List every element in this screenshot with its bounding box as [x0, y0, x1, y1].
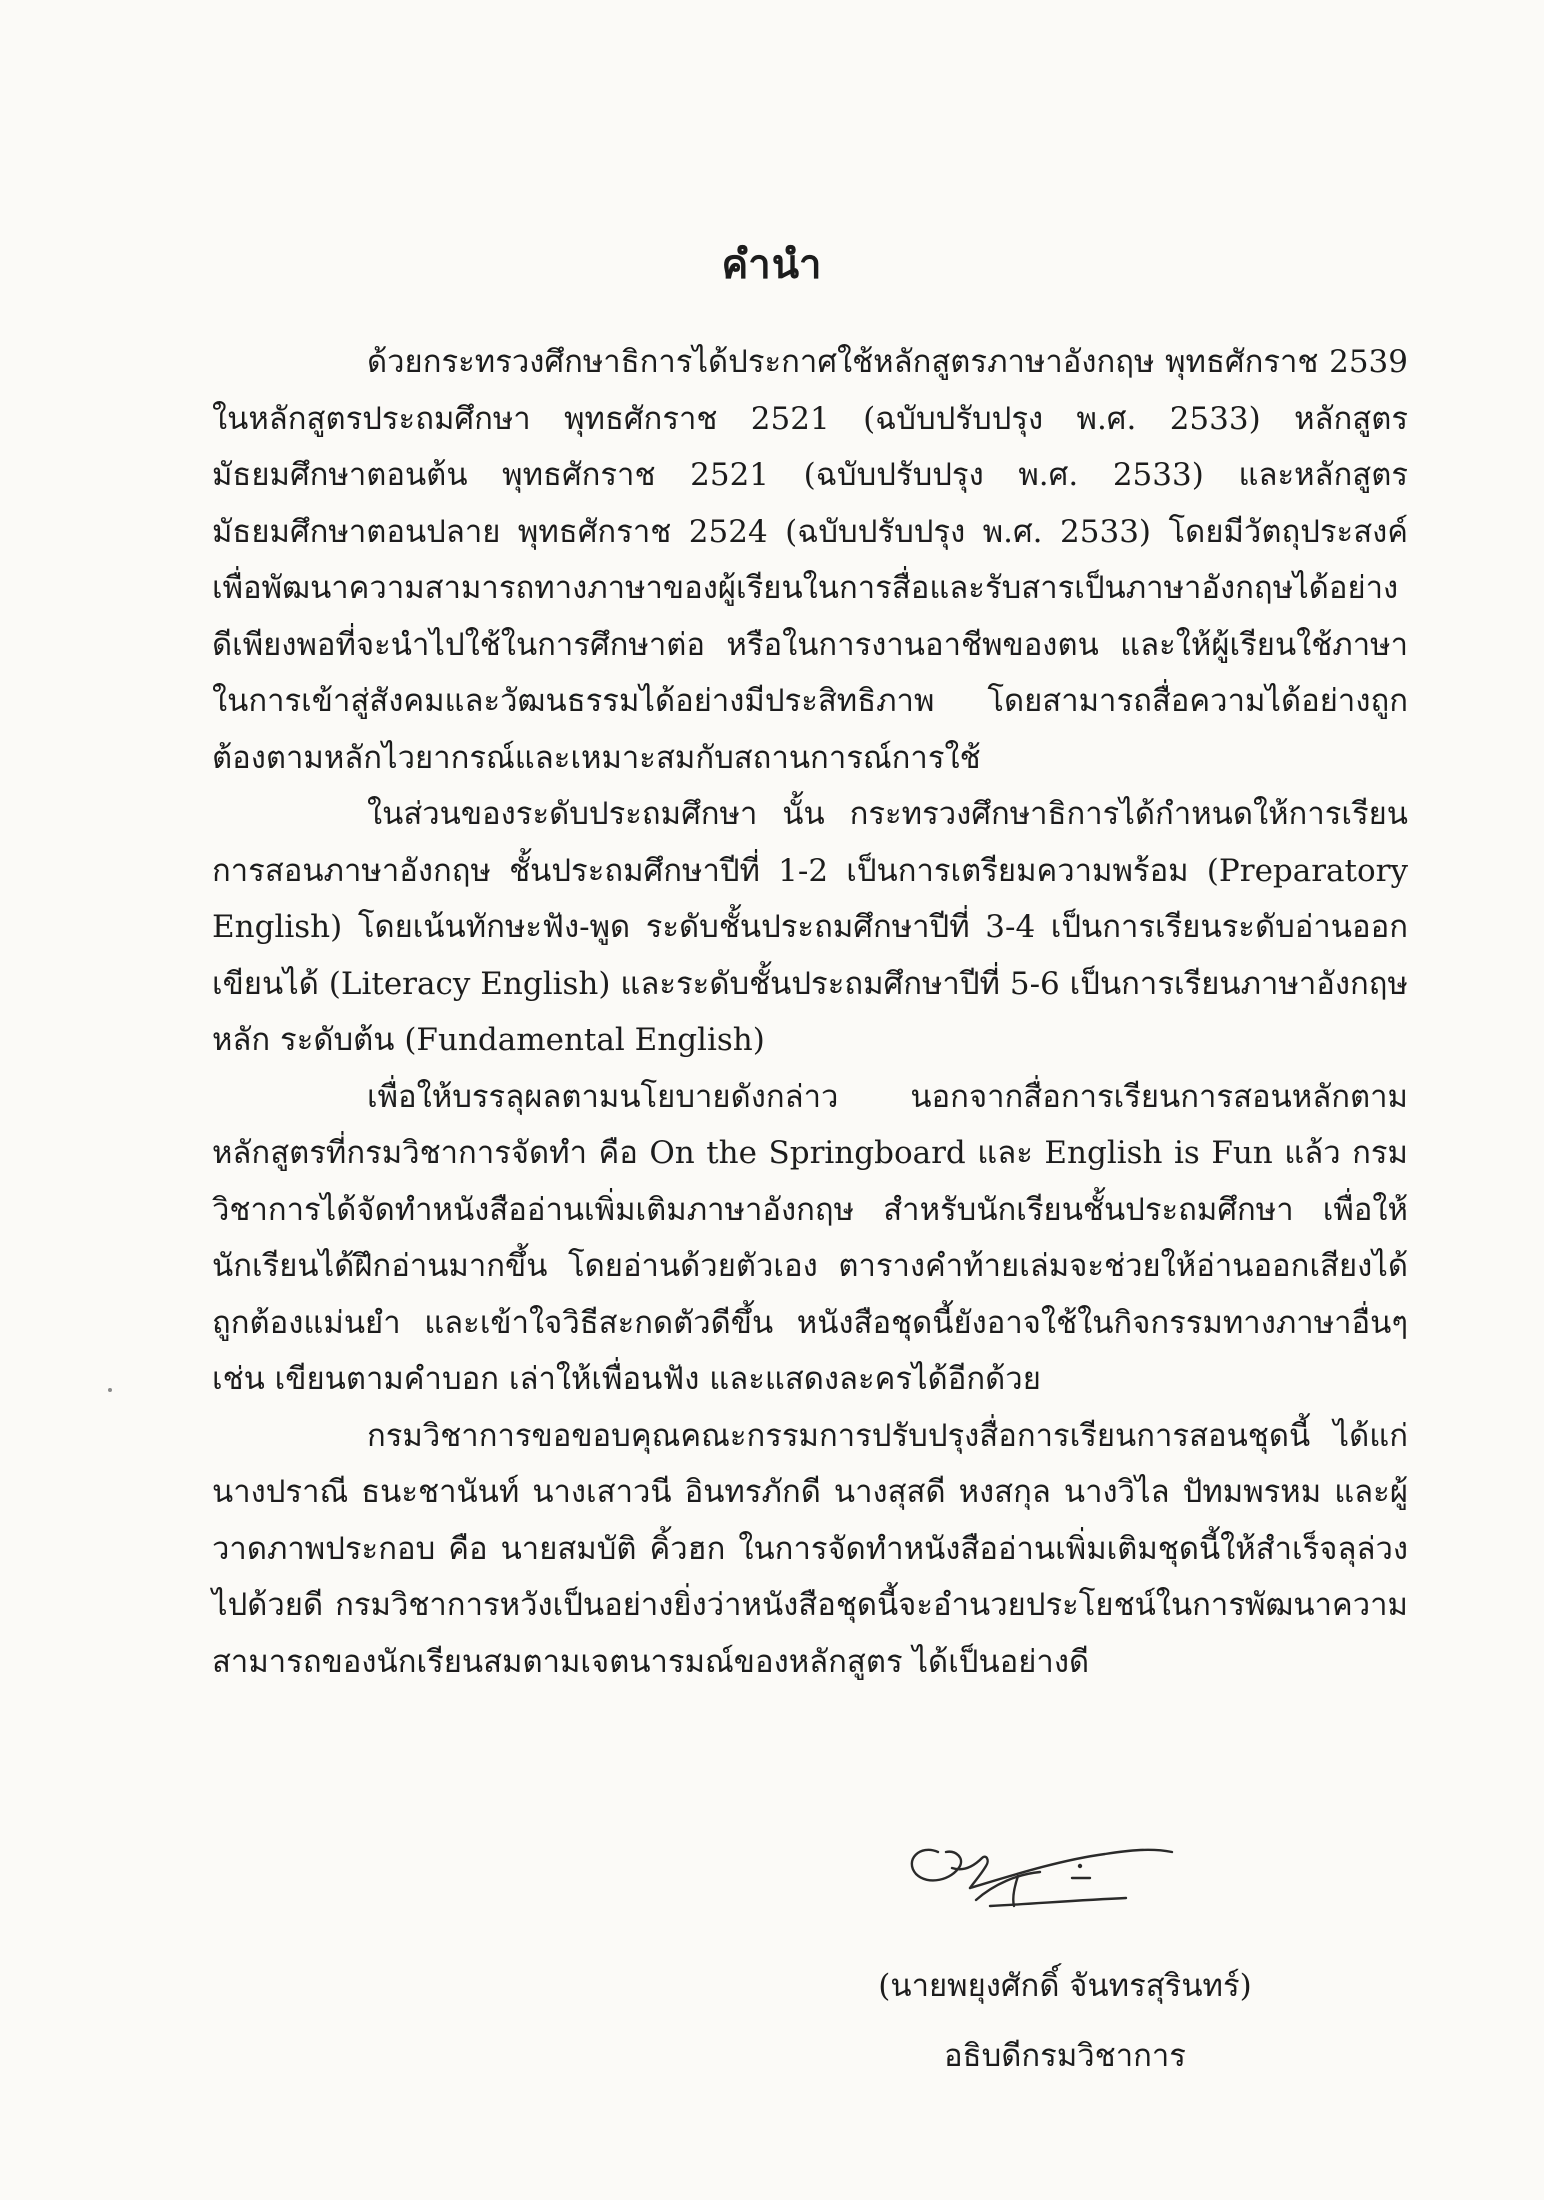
preface-body [212, 334, 1408, 1690]
preface-paragraph-3: เพื่อให้บรรลุผลตามนโยบายดังกล่าว นอกจากสื่อการเรียนการสอนหลักตามหลักสูตรที่กรมวิชาการจัดทำ คือ On the Springboard และ English is Fun แล้ว กรมวิชาการได้จัดทำหนังสืออ่านเพิ่มเติมภาษาอังกฤษ สำหรับนักเรียนชั้นประถมศึกษา เพื่อให้นักเรียนได้ฝึกอ่านมากขึ้น โดยอ่านด้วยตัวเอง ตารางคำท้ายเล่มจะช่วยให้อ่านออกเสียงได้ถูกต้องแม่นยำ และเข้าใจวิธีสะกดตัวดีขึ้น หนังสือชุดนี้ยังอาจใช้ในกิจกรรมทางภาษาอื่นๆ เช่น เขียนตามคำบอก เล่าให้เพื่อนฟัง และแสดงละครได้อีกด้วย [212, 1078, 1408, 1397]
handwritten-signature [890, 1808, 1230, 1918]
page-title: คำนำ [721, 241, 823, 288]
signer-name: (นายพยุงศักดิ์ จันทรสุรินทร์) [878, 1968, 1252, 2004]
preface-paragraph-2: ในส่วนของระดับประถมศึกษา นั้น กระทรวงศึกษาธิการได้กำหนดให้การเรียนการสอนภาษาอังกฤษ ชั้นประถมศึกษาปีที่ 1-2 เป็นการเตรียมความพร้อม (Preparatory English) โดยเน้นทักษะฟัง-พูด ระดับชั้นประถมศึกษาปีที่ 3-4 เป็นการเรียนระดับอ่านออกเขียนได้ (Literacy English) และระดับชั้นประถมศึกษาปีที่ 5-6 เป็นการเรียนภาษาอังกฤษหลัก ระดับต้น (Fundamental English) [212, 796, 1408, 1058]
preface-paragraph-4: กรมวิชาการขอขอบคุณคณะกรรมการปรับปรุงสื่อการเรียนการสอนชุดนี้ ได้แก่นางปราณี ธนะชานันท์ นางเสาวนี อินทรภักดี นางสุสดี หงสกุล นางวิไล ปัทมพรหม และผู้วาดภาพประกอบ คือ นายสมบัติ คิ้วฮก ในการจัดทำหนังสืออ่านเพิ่มเติมชุดนี้ให้สำเร็จลุล่วงไปด้วยดี กรมวิชาการหวังเป็นอย่างยิ่งว่าหนังสือชุดนี้จะอำนวยประโยชน์ในการพัฒนาความสามารถของนักเรียนสมตามเจตนารมณ์ของหลักสูตร ได้เป็นอย่างดี [212, 1417, 1408, 1680]
signer-title: อธิบดีกรมวิชาการ [944, 2038, 1186, 2074]
scan-speck [108, 1388, 112, 1392]
preface-paragraph-1: ด้วยกระทรวงศึกษาธิการได้ประกาศใช้หลักสูตรภาษาอังกฤษ พุทธศักราช 2539 ในหลักสูตรประถมศึกษา พุทธศักราช 2521 (ฉบับปรับปรุง พ.ศ. 2533) หลักสูตรมัธยมศึกษาตอนต้น พุทธศักราช 2521 (ฉบับปรับปรุง พ.ศ. 2533) และหลักสูตรมัธยมศึกษาตอนปลาย พุทธศักราช 2524 (ฉบับปรับปรุง พ.ศ. 2533) โดยมีวัตถุประสงค์เพื่อพัฒนาความสามารถทางภาษาของผู้เรียนในการสื่อและรับสารเป็นภาษาอังกฤษได้อย่างดีเพียงพอที่จะนำไปใช้ในการศึกษาต่อ หรือในการงานอาชีพของตน และให้ผู้เรียนใช้ภาษาในการเข้าสู่สังคมและวัฒนธรรมได้อย่างมีประสิทธิภาพ โดยสามารถสื่อความได้อย่างถูกต้องตามหลักไวยากรณ์และเหมาะสมกับสถานการณ์การใช้ [212, 344, 1408, 776]
